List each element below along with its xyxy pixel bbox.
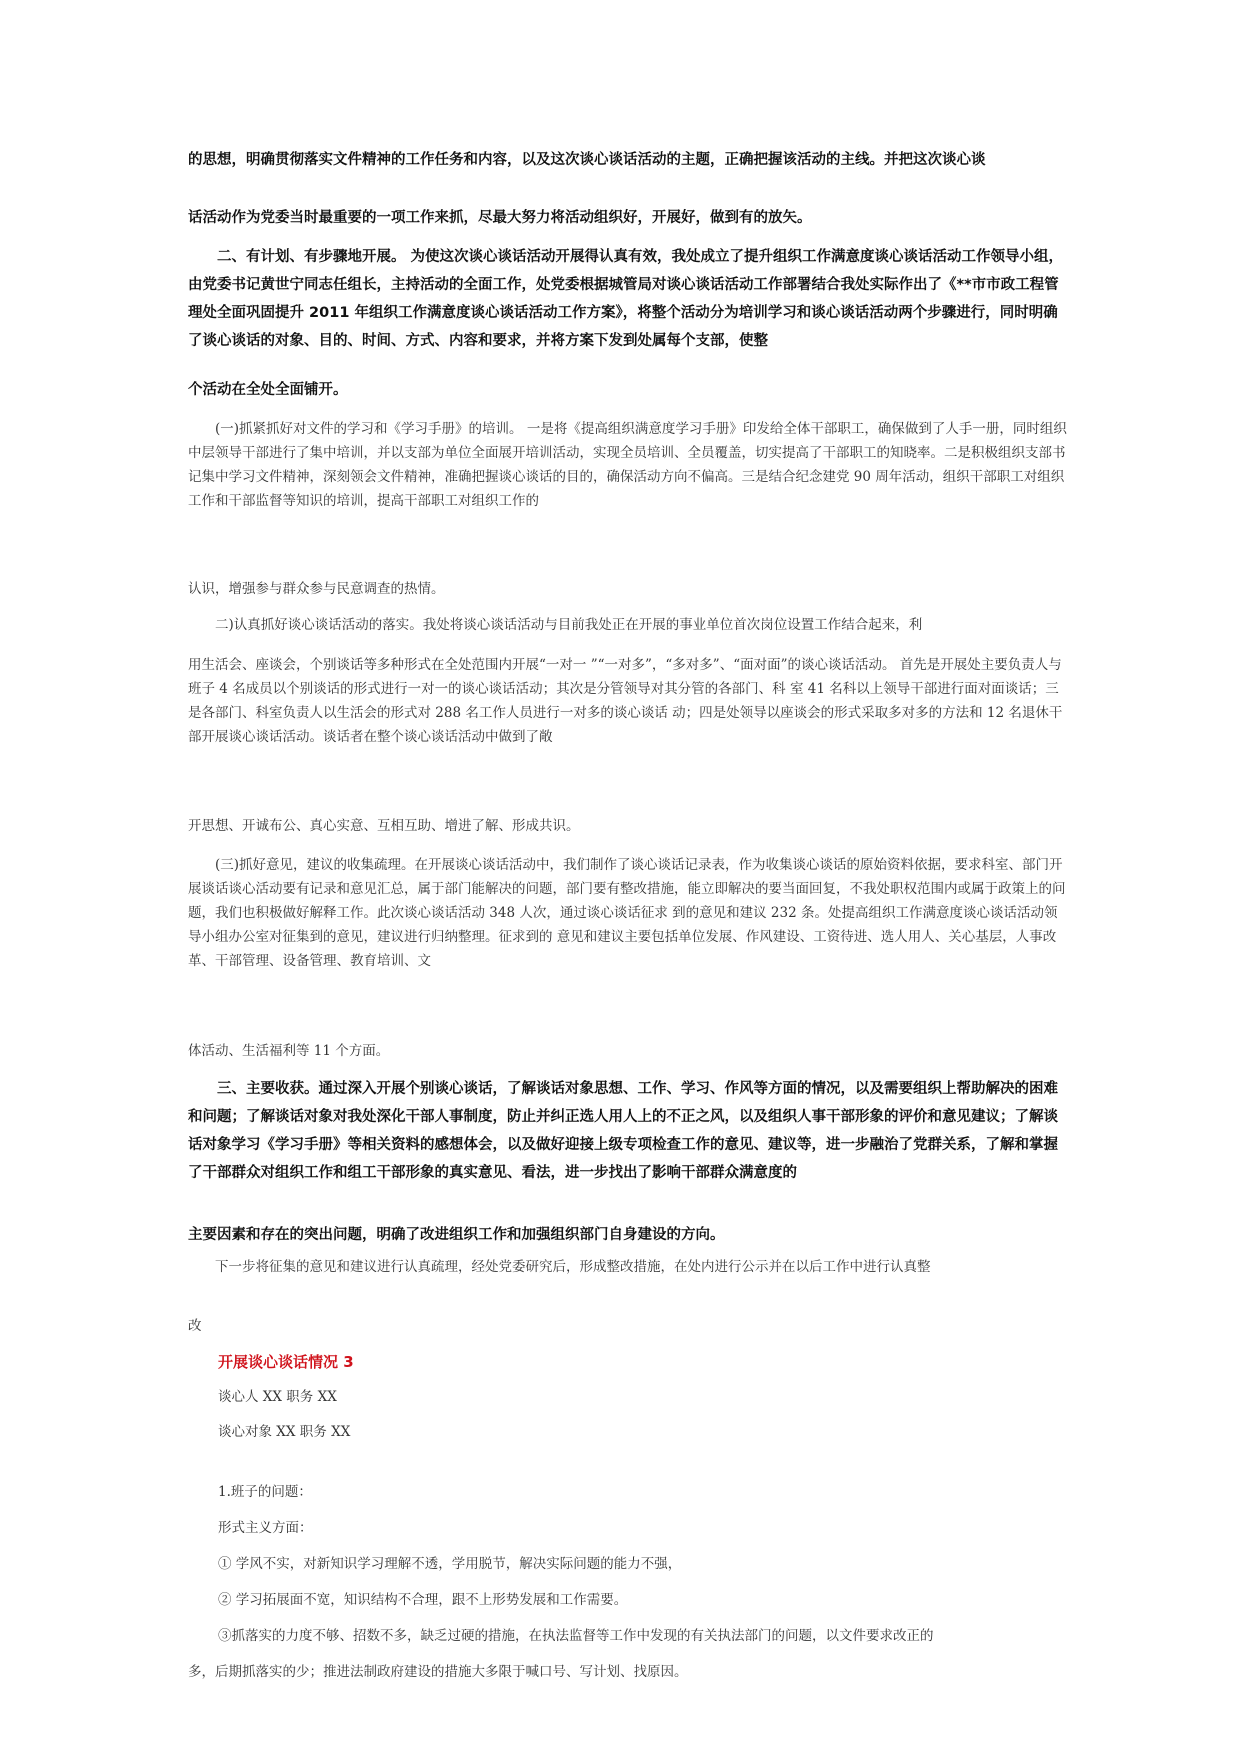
section-heading: 开展谈心谈话情况 3 [218, 1353, 354, 1371]
item-1-heading: 1.班子的问题： [218, 1484, 312, 1500]
para-2-tail: 个活动在全处全面铺开。 [188, 382, 348, 398]
issue-1: ① 学风不实，对新知识学习理解不透，学用脱节，解决实际问题的能力不强， [218, 1556, 682, 1572]
para-2-section-two: 二、有计划、有步骤地开展。 为使这次谈心谈话活动开展得认真有效，我处成立了提升组织工作满意度谈心谈话活动工作领导小组，由党委书记黄世宁同志任组长，主持活动的全面工作，处党委根据城管局对谈心谈话活动工作部署结合我处实际作出了《**市市政工程管理处全面巩固提升 2011 年组织工作满意度谈心谈话活动工作方案》，将整个活动分为培训学习和谈心谈话活动两个步骤进行，同时明确了谈心谈话的对象、目的、时间、方式、内容和要求，并将方案下发到处属每个支部，使整 [188, 249, 1064, 349]
target-line: 谈心对象 XX 职务 XX [218, 1424, 351, 1440]
para-1-line-2: 话活动作为党委当时最重要的一项工作来抓，尽最大努力将活动组织好，开展好，做到有的放矢。 [188, 210, 812, 226]
para-7-next-steps: 下一步将征集的意见和建议进行认真疏理，经处党委研究后，形成整改措施，在处内进行公示并在以后工作中进行认真整 [215, 1259, 931, 1275]
para-6-main-gains: 三、主要收获。通过深入开展个别谈心谈话，了解谈话对象思想、工作、学习、作风等方面的情况，以及需要组织上帮助解决的困难和问题；了解谈话对象对我处深化干部人事制度，防止并纠正选人用人上的不正之风，以及组织人事干部形象的评价和意见建议；了解谈话对象学习《学习手册》等相关资料的感想体会，以及做好迎接上级专项检查工作的意见、建议等，进一步融治了党群关系，了解和掌握了干部群众对组织工作和组工干部形象的真实意见、看法，进一步找出了影响干部群众满意度的 [188, 1081, 1058, 1181]
issue-3: ③抓落实的力度不够、招数不多，缺乏过硬的措施，在执法监督等工作中发现的有关执法部门的问题，以文件要求改正的 [218, 1628, 934, 1644]
talker-line: 谈心人 XX 职务 XX [218, 1389, 337, 1405]
para-5-tail: 体活动、生活福利等 11 个方面。 [188, 1043, 390, 1059]
para-7-tail: 改 [188, 1318, 202, 1334]
para-4-tail: 开思想、开诚布公、真心实意、互相互助、增进了解、形成共识。 [188, 818, 580, 834]
para-1-line-1: 的思想，明确贯彻落实文件精神的工作任务和内容，以及这次谈心谈话活动的主题，正确把握该活动的主线。并把这次谈心谈 [188, 152, 986, 168]
para-5-opinion-collection: (三)抓好意见，建议的收集疏理。在开展谈心谈话活动中，我们制作了谈心谈话记录表，作为收集谈心谈话的原始资料依据，要求科室、部门开展谈话谈心活动要有记录和意见汇总，属于部门能解决的问题，部门要有整改措施，能立即解决的要当面回复，不我处职权范围内或属于政策上的问题，我们也积极做好解释工作。此次谈心谈话活动 348 人次，通过谈心谈话征求 到的意见和建议 232 条。处提高组织工作满意度谈心谈话活动领导小组办公室对征集到的意见，建议进行归纳整理。征求到的 意见和建议主要包括单位发展、作风建设、工资待进、选人用人、关心基层，人事改革、干部管理、设备管理、教育培训、文 [188, 857, 1066, 969]
para-4-body: 用生活会、座谈会，个别谈话等多种形式在全处范围内开展“一对一 ”“一对多”，“多对多”、“面对面”的谈心谈话活动。 首先是开展处主要负责人与班子 4 名成员以个别谈话的形式进行一对一的谈心谈话活动；其次是分管领导对其分管的各部门、科 室 41 名科以上领导干部进行面对面谈话；三是各部门、科室负责人以生活会的形式对 288 名工作人员进行一对多的谈心谈话 动；四是处领导以座谈会的形式采取多对多的方法和 12 名退休干部开展谈心谈话活动。谈话者在整个谈心谈话活动中做到了敞 [188, 657, 1063, 745]
para-3-study-training: (一)抓紧抓好对文件的学习和《学习手册》的培训。 一是将《提高组织满意度学习手册》印发给全体干部职工，确保做到了人手一册，同时组织中层领导干部进行了集中培训，并以支部为单位全面展开培训活动，实现全员培训、全员覆盖，切实提高了干部职工的知晓率。二是积极组织支部书记集中学习文件精神，深刻领会文件精神，准确把握谈心谈话的目的，确保活动方向不偏高。三是结合纪念建党 90 周年活动，组织干部职工对组织工作和干部监督等知识的培训，提高干部职工对组织工作的 [188, 421, 1067, 509]
para-4-implementation: 二)认真抓好谈心谈话活动的落实。我处将谈心谈话活动与目前我处正在开展的事业单位首次岗位设置工作结合起来，利 [215, 617, 923, 633]
para-6-tail: 主要因素和存在的突出问题，明确了改进组织工作和加强组织部门自身建设的方向。 [188, 1227, 725, 1243]
issue-3-tail: 多，后期抓落实的少；推进法制政府建设的措施大多限于喊口号、写计划、找原因。 [188, 1664, 688, 1680]
issue-2: ② 学习拓展面不宽，知识结构不合理，跟不上形势发展和工作需要。 [218, 1592, 628, 1608]
formalism-heading: 形式主义方面： [218, 1520, 313, 1536]
para-3-tail: 认识，增强参与群众参与民意调查的热情。 [188, 581, 445, 597]
